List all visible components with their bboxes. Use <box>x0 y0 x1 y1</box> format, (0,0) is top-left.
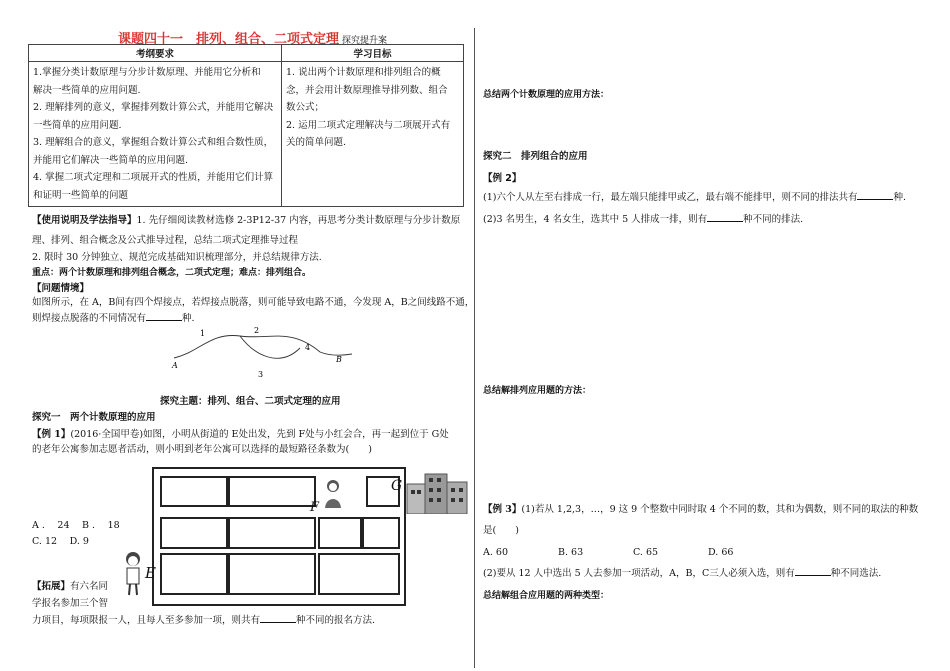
block <box>318 553 400 595</box>
example-2-label: 【例 2】 <box>483 173 522 184</box>
circuit-branch <box>240 336 300 358</box>
col-header-exam: 考纲要求 <box>29 45 282 62</box>
usage-line-2: 理、排列、组合概念及公式推导过程，总结二项式定理推导过程 <box>32 235 299 246</box>
block <box>228 553 316 595</box>
circuit-diagram <box>160 322 360 382</box>
situation-line-1: 如图所示，在 A，B间有四个焊接点，若焊接点脱落，则可能导致电路不通，今发现 A，B之间线路不通， <box>32 297 475 308</box>
situation-line-2: 则焊接点脱落的不同情况有 种. <box>32 313 195 324</box>
example-3-q1-tail: 是( ) <box>483 525 519 536</box>
example-3-q1: 【例 3】(1)若从 1,2,3，…，9 这 9 个整数中同时取 4 个不同的数，其和为偶数，则不同的取法的种数 <box>483 504 919 515</box>
extend-line-2: 学报名参加三个智 <box>32 598 109 609</box>
block <box>228 517 316 549</box>
block <box>160 517 228 549</box>
answer-blank <box>146 311 182 321</box>
usage-line-3: 2. 限时 30 分钟独立、规范完成基础知识梳理部分，并总结规律方法. <box>32 252 322 263</box>
answer-blank <box>857 190 893 200</box>
lesson-subtitle: 探究提升案 <box>342 36 388 46</box>
inquiry-2-heading: 探究二 排列组合的应用 <box>483 151 588 162</box>
point-g-label: G <box>391 478 403 494</box>
column-divider <box>474 28 475 668</box>
example-1-options-ab: A . 24 B . 18 <box>32 520 120 531</box>
block <box>228 476 316 507</box>
example-1-options-cd: C. 12 D. 9 <box>32 536 89 547</box>
point-3-label: 3 <box>258 370 264 379</box>
example-1-line-1: 【例 1】(2016·全国甲卷)如图，小明从街道的 E处出发，先到 F处与小红会合，再一起到位于 G处 <box>32 429 449 440</box>
theme-heading: 探究主题：排列、组合、二项式定理的应用 <box>160 396 341 407</box>
answer-blank <box>795 566 831 576</box>
example-2-q1: (1)六个人从左至右排成一行，最左端只能排甲或乙，最右端不能排甲，则不同的排法共有 种. <box>483 192 906 203</box>
block <box>318 517 362 549</box>
col-header-goals: 学习目标 <box>282 45 464 62</box>
extend-line-1: 【拓展】有六名同 <box>32 581 109 592</box>
key-points: 重点：两个计数原理和排列组合概念，二项式定理；难点：排列组合。 <box>32 268 312 278</box>
answer-blank <box>260 613 296 623</box>
answer-blank <box>707 212 743 222</box>
point-f-label: F <box>310 500 320 515</box>
example-3-q2: (2)要从 12 人中选出 5 人去参加一项活动，A，B，C三人必须入选，则有 种不同选法. <box>483 568 882 579</box>
example-2-q2: (2)3 名男生，4 名女生，选其中 5 人排成一排，则有 种不同的排法. <box>483 214 804 225</box>
extend-line-3: 力项目，每项限报一人，且每人至多参加一项，则共有 种不同的报名方法. <box>32 615 376 626</box>
point-b-label: B <box>336 355 342 364</box>
apartment-building-icon <box>403 466 469 514</box>
lesson-title: 课题四十一 排列、组合、二项式定理 <box>118 32 340 47</box>
situation-label: 【问题情境】 <box>32 283 90 294</box>
summary-permutation: 总结解排列应用题的方法： <box>483 386 592 396</box>
goals-table <box>28 44 464 207</box>
point-2-label: 2 <box>254 326 260 335</box>
summary-counting: 总结两个计数原理的应用方法： <box>483 90 610 100</box>
girl-icon <box>318 478 348 508</box>
block <box>362 517 400 549</box>
example-1-line-2: 的老年公寓参加志愿者活动，则小明到老年公寓可以选择的最短路径条数为( ) <box>32 444 372 455</box>
exam-requirements: 1.掌握分类计数原理与分步计数原理、并能用它分析和 解决一些简单的应用问题. 2. 理解排列的意义，掌握排列数计算公式，并能用它解决 一些简单的应用问题. 3. 理解组合的意义，掌握组合数计算公式和组合数性质， 并能用它们解决一些简单的应用问题. 4. 掌握二项式定理和二项展开式的性质，并能用它们计算 和证明一些简单的问题 <box>29 62 282 207</box>
block <box>160 553 228 595</box>
block <box>160 476 228 507</box>
learning-goals: 1. 说出两个计数原理和排列组合的概 念，并会用计数原理推导排列数、组合 数公式； 2. 运用二项式定理解决与二项展开式有 关的简单问题. <box>282 62 464 207</box>
example-3-options: A. 60 B. 63 C. 65 D. 66 <box>483 547 734 558</box>
point-4-label: 4 <box>305 343 311 352</box>
boy-icon <box>120 550 146 596</box>
street-grid-figure <box>152 467 406 606</box>
inquiry-1-heading: 探究一 两个计数原理的应用 <box>32 412 156 423</box>
point-1-label: 1 <box>200 329 206 338</box>
usage-line-1: 【使用说明及学法指导】1. 先仔细阅读教材选修 2-3P12-37 内容，再思考分类计数原理与分步计数原 <box>32 215 461 226</box>
circuit-wire <box>174 335 352 358</box>
point-e-label: E <box>145 564 156 582</box>
point-a-label: A <box>172 361 178 370</box>
summary-combination: 总结解组合应用题的两种类型： <box>483 591 610 601</box>
